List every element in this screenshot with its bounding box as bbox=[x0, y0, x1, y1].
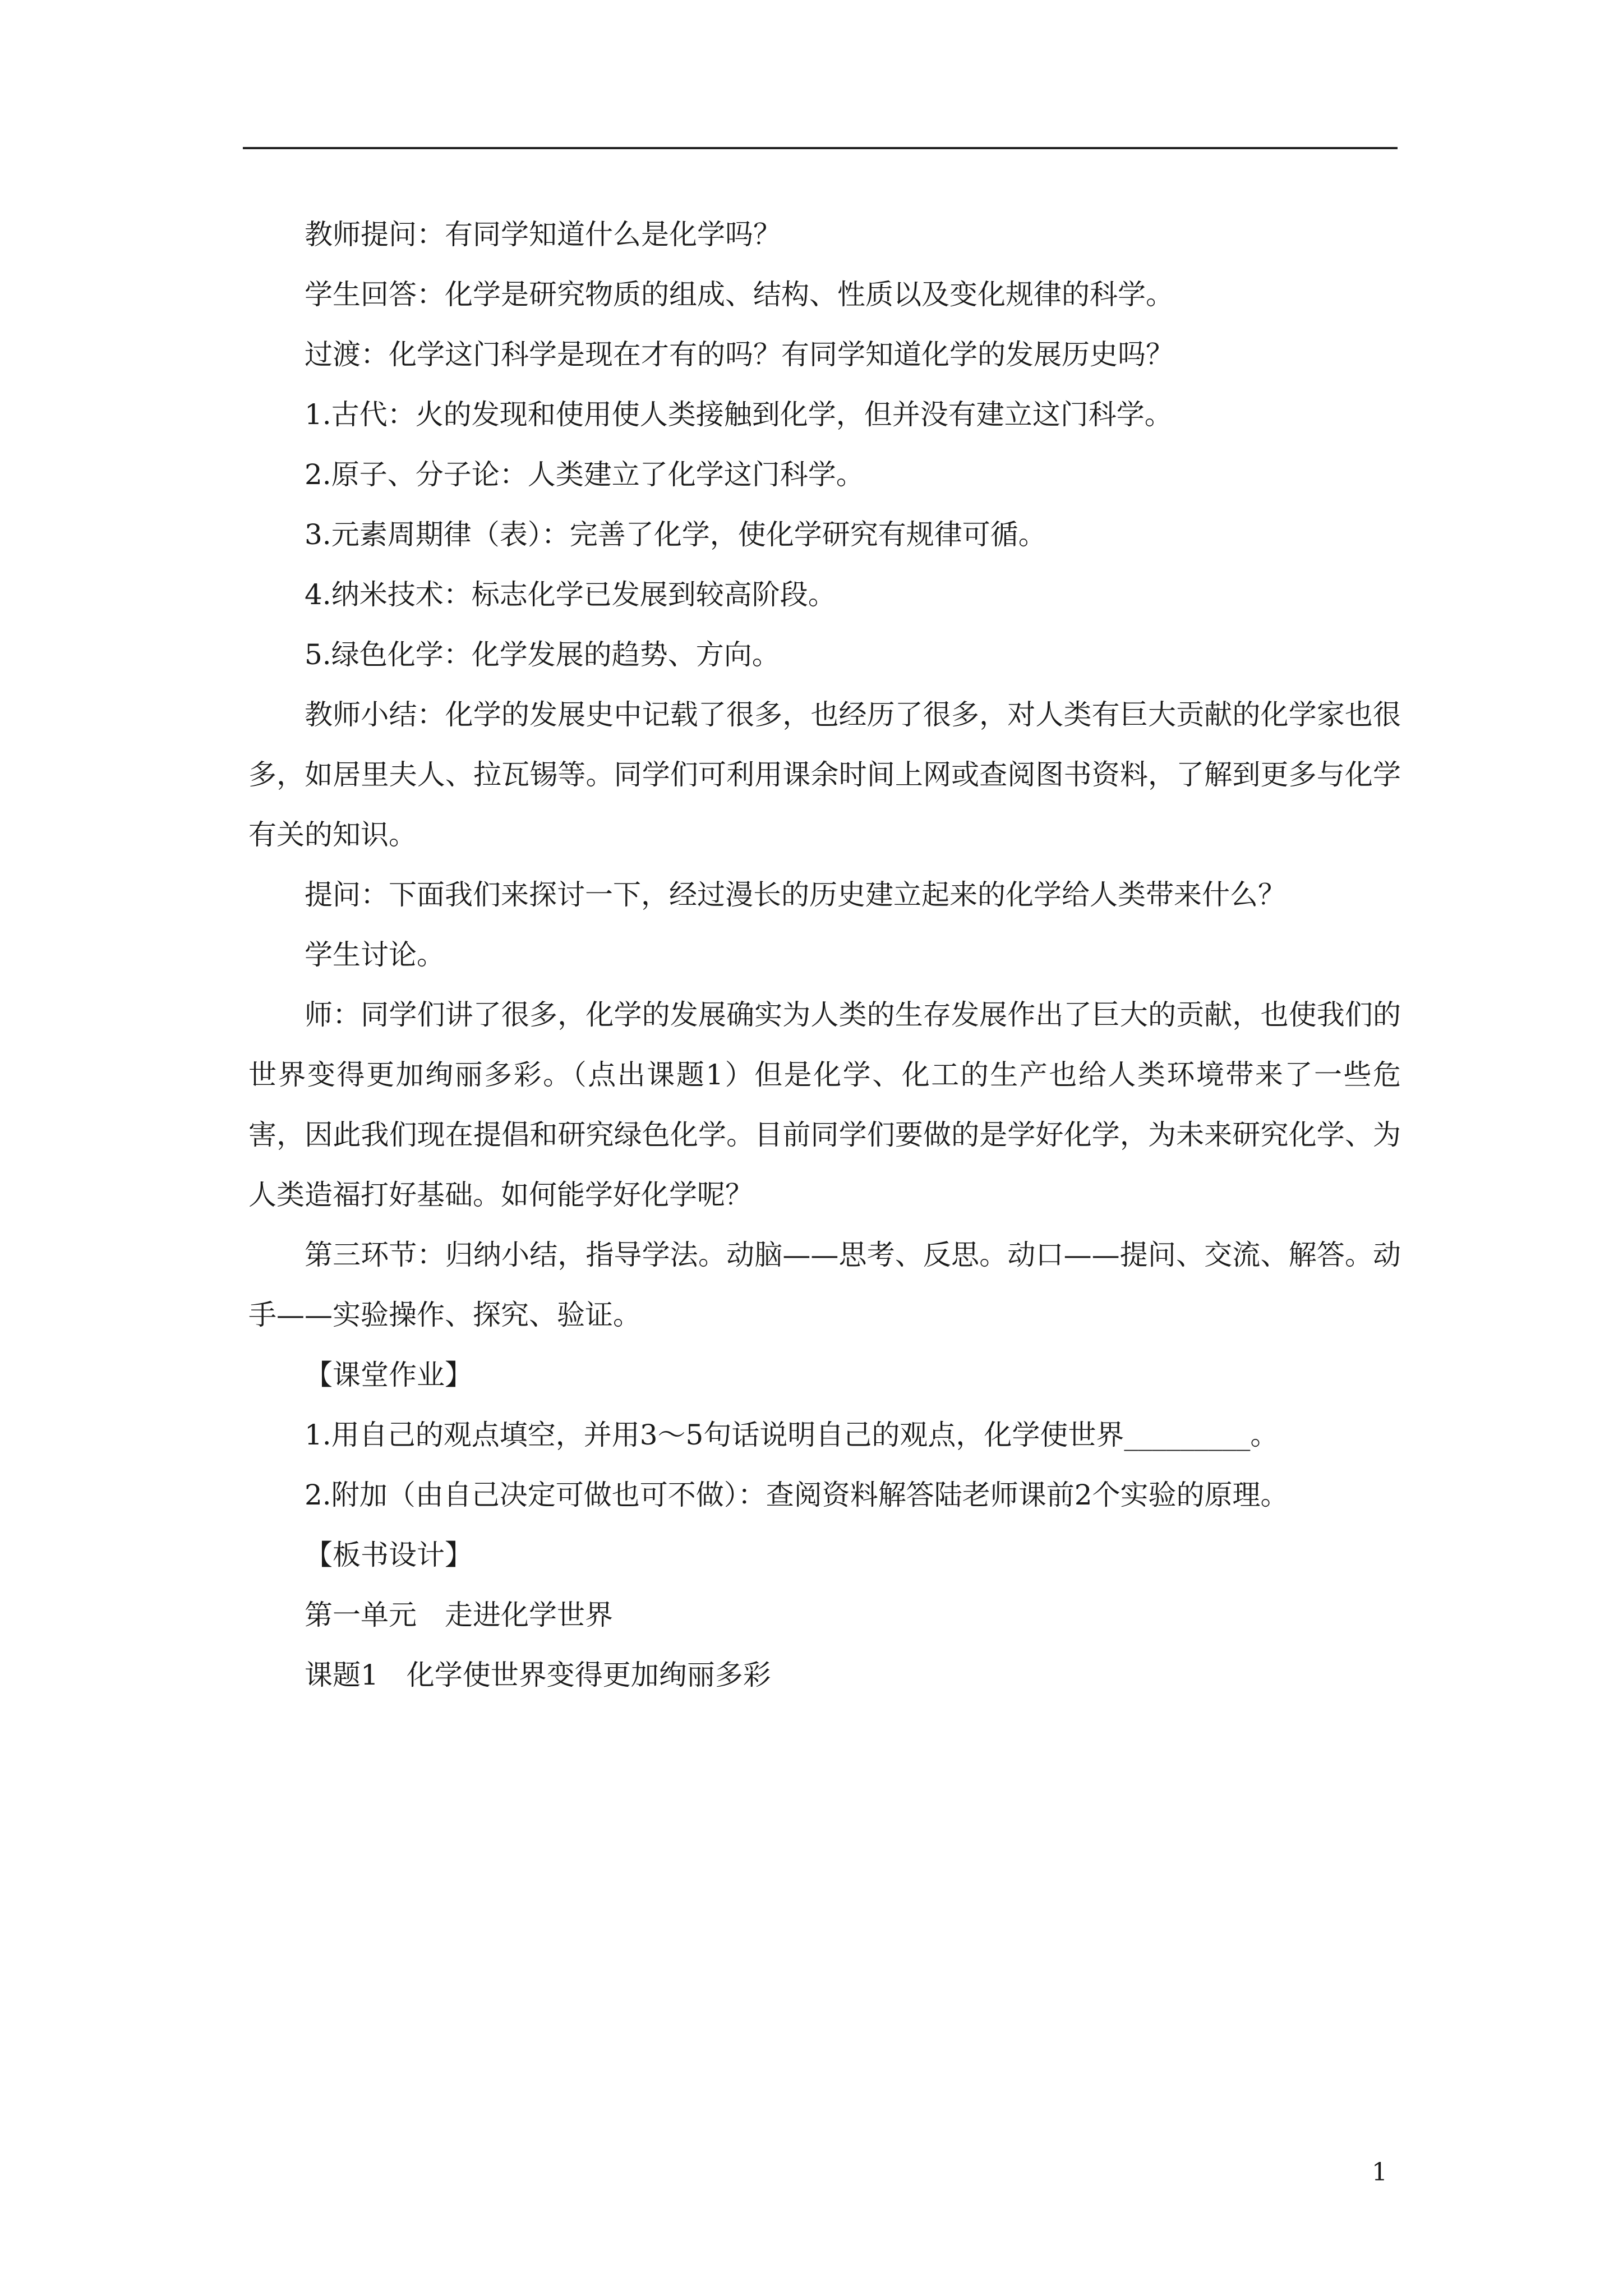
heading-board-design: 【板书设计】 bbox=[305, 1539, 473, 1571]
list-item-periodic-law: 3.元素周期律（表）：完善了化学，使化学研究有规律可循。 bbox=[305, 518, 1046, 551]
paragraph-teacher-summary: 教师小结：化学的发展史中记载了很多，也经历了很多，对人类有巨大贡献的化学家也很多，如居里夫人、拉瓦锡等。同学们可利用课余时间上网或查阅图书资料，了解到更多与化学有关的知识。 bbox=[248, 698, 1401, 851]
paragraph-teacher-remarks: 师：同学们讲了很多，化学的发展确实为人类的生存发展作出了巨大的贡献，也使我们的世界变得更加绚丽多彩。（点出课题1）但是化学、化工的生产也给人类环境带来了一些危害，因此我们现在提倡和研究绿色化学。目前同学们要做的是学好化学，为未来研究化学、为人类造福打好基础。如何能学好化学呢？ bbox=[248, 999, 1401, 1211]
list-item-green-chemistry: 5.绿色化学：化学发展的趋势、方向。 bbox=[305, 638, 780, 671]
paragraph-third-section: 第三环节：归纳小结，指导学法。动脑——思考、反思。动口——提问、交流、解答。动手——实验操作、探究、验证。 bbox=[248, 1239, 1401, 1331]
list-item-nanotech: 4.纳米技术：标志化学已发展到较高阶段。 bbox=[305, 578, 836, 611]
paragraph-transition: 过渡：化学这门科学是现在才有的吗？有同学知道化学的发展历史吗？ bbox=[305, 338, 1174, 371]
heading-classwork: 【课堂作业】 bbox=[305, 1359, 473, 1391]
paragraph-student-answer: 学生回答：化学是研究物质的组成、结构、性质以及变化规律的科学。 bbox=[305, 278, 1174, 311]
list-item-ancient: 1.古代：火的发现和使用使人类接触到化学，但并没有建立这门科学。 bbox=[305, 398, 1173, 431]
document-body bbox=[248, 205, 1401, 1705]
paragraph-question: 提问：下面我们来探讨一下，经过漫长的历史建立起来的化学给人类带来什么？ bbox=[305, 878, 1286, 911]
paragraph-student-discussion: 学生讨论。 bbox=[305, 938, 445, 971]
list-item-homework-2: 2.附加（由自己决定可做也可不做）：查阅资料解答陆老师课前2个实验的原理。 bbox=[305, 1479, 1289, 1511]
board-unit-title: 第一单元 走进化学世界 bbox=[305, 1599, 613, 1631]
list-item-homework-1: 1.用自己的观点填空，并用3～5句话说明自己的观点，化学使世界_________。 bbox=[305, 1419, 1279, 1451]
list-item-atomic-theory: 2.原子、分子论：人类建立了化学这门科学。 bbox=[305, 458, 864, 491]
paragraph-teacher-question: 教师提问：有同学知道什么是化学吗？ bbox=[305, 218, 781, 251]
header-rule bbox=[243, 147, 1398, 149]
board-lesson-title: 课题1 化学使世界变得更加绚丽多彩 bbox=[305, 1659, 771, 1691]
page-number: 1 bbox=[1372, 2158, 1387, 2187]
